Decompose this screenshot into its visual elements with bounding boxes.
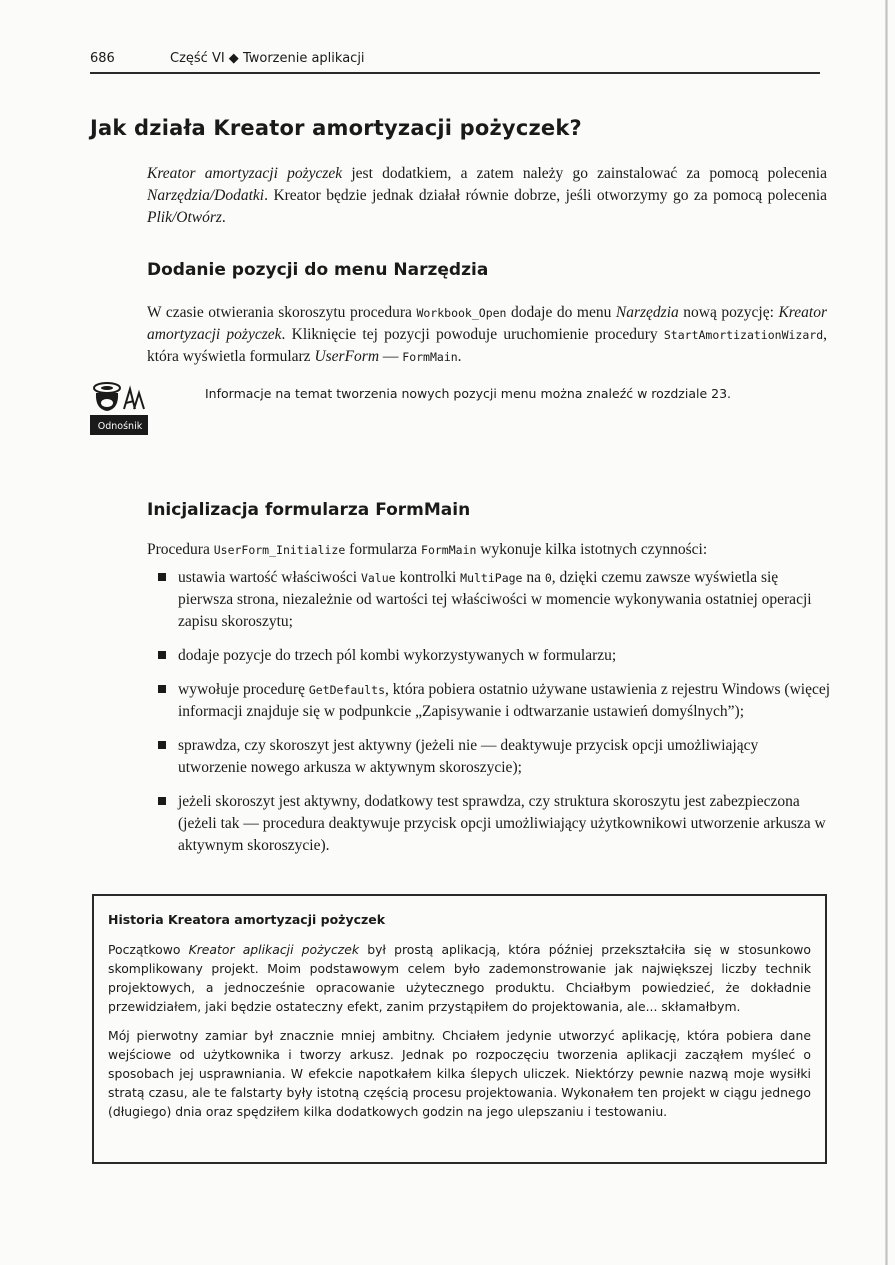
b1-code-1: Value (360, 571, 396, 585)
b2-text: dodaje pozycje do trzech pól kombi wykorzystywanych w formularzu; (178, 647, 617, 664)
s1-code-3: FormMain (402, 350, 458, 364)
s1-italic-2: Kreator amortyzacji pożyczek (147, 304, 827, 343)
intro-text-4: . Kreator będzie jednak działał równie dobrze, jeśli otworzymy go za pomocą polecenia (264, 187, 827, 204)
s2-text-1: Procedura (147, 541, 214, 558)
b1-text-1: ustawia wartość właściwości (178, 569, 361, 586)
running-title: Część VI ◆ Tworzenie aplikacji (170, 51, 365, 66)
scan-edge (885, 0, 888, 1265)
bullet-square (158, 741, 166, 749)
page-number: 686 (90, 51, 115, 66)
b3-code-1: GetDefaults (308, 683, 386, 697)
intro-text-6: . (221, 209, 226, 226)
s1-text-3: nową pozycję: (678, 304, 779, 321)
b5-text: jeżeli skoroszyt jest aktywny, dodatkowy test sprawdza, czy struktura skoroszytu jest zabezpieczona (jeżeli tak — procedura deaktywuje przycisk opcji umożliwiający użytkownikowi utworzenie arkusza w aktywnym skoroszycie). (178, 793, 826, 854)
list-item (178, 679, 830, 723)
reference-note-text: Informacje na temat tworzenia nowych pozycji menu można znaleźć w rozdziale 23. (205, 386, 732, 401)
s1-text-7: . (457, 348, 462, 365)
init-steps-list (178, 567, 830, 869)
bullet-square (158, 573, 166, 581)
list-item (178, 645, 830, 667)
reference-note-icon (90, 375, 148, 437)
s1-text-2: dodaje do menu (506, 304, 616, 321)
b3-text-1: wywołuje procedurę (178, 681, 309, 698)
section-heading-menu: Dodanie pozycji do menu Narzędzia (147, 260, 489, 280)
intro-italic-5: Plik/Otwórz (147, 209, 222, 226)
b3-text-2: , która pobiera ostatnio używane ustawienia z rejestru Windows (więcej informacji znajduje się w podpunkcie „Zapisywanie i odtwarzanie ustawień domyślnych”); (178, 681, 831, 720)
sidebar-paragraph-2: Mój pierwotny zamiar był znacznie mniej ambitny. Chciałem jedynie utworzyć aplikację, która pobiera dane wejściowe od użytkownika i tworzy arkusz. Jednak po rozpoczęciu tworzenia aplikacji zacząłem myśleć o sposobach jej usprawniania. W efekcie napotkałem kilka ślepych uliczek. Niektórzy pewnie nazwą moje wysiłki stratą czasu, ale te falstarty były istotną częścią procesu projektowania. Wykonałem ten projekt w ciągu jednego (długiego) dnia oraz spędziłem kilka dodatkowych godzin na jego ulepszaniu i testowaniu. (108, 1028, 811, 1119)
intro-italic-3: Narzędzia/Dodatki (147, 187, 265, 204)
s1-text-5: , która wyświetla formularz (147, 326, 827, 365)
b1-text-2: kontrolki (395, 569, 461, 586)
list-item (178, 735, 830, 779)
intro-text-2: jest dodatkiem, a zatem należy go zainstalować za pomocą polecenia (342, 165, 827, 182)
sb-p1-text-2: był prostą aplikacją, która później przekształciła się w stosunkowo skomplikowany projekt. Moim podstawowym celem było zademonstrowanie jak największej liczby technik projektowych, a jednocześnie opracowanie użytecznego produktu. Chciałbym powiedzieć, że dokładnie przewidziałem, jaki będzie ostateczny efekt, zanim przystąpiłem do projektowania, ale... skłamałbym. (108, 942, 811, 1014)
s2-code-1: UserForm_Initialize (213, 543, 346, 557)
b4-text: sprawdza, czy skoroszyt jest aktywny (jeżeli nie — deaktywuje przycisk opcji umożliwiający utworzenie nowego arkusza w aktywnym skoroszycie); (178, 737, 759, 776)
s2-text-2: formularza (345, 541, 422, 558)
s1-text-6: — (379, 348, 403, 365)
running-header (90, 48, 820, 72)
bullet-square (158, 685, 166, 693)
b1-code-2: MultiPage (460, 571, 523, 585)
b1-code-3: 0 (544, 571, 552, 585)
s2-code-2: FormMain (421, 543, 477, 557)
intro-italic-1: Kreator amortyzacji pożyczek (147, 165, 343, 182)
section-heading-init: Inicjalizacja formularza FormMain (147, 500, 471, 520)
s1-text-4: . Kliknięcie tej pozycji powoduje uruchomienie procedury (281, 326, 664, 343)
b1-text-3: na (522, 569, 545, 586)
reference-icon (90, 375, 148, 437)
sb-p1-text-1: Początkowo (108, 942, 189, 957)
s2-text-3: wykonuje kilka istotnych czynności: (476, 541, 708, 558)
header-rule (90, 72, 820, 74)
intro-paragraph (147, 163, 827, 229)
section1-paragraph (147, 302, 827, 368)
sidebar-title: Historia Kreatora amortyzacji pożyczek (108, 912, 386, 927)
page-title: Jak działa Kreator amortyzacji pożyczek? (90, 116, 582, 140)
sb-p1-italic: Kreator aplikacji pożyczek (188, 942, 360, 957)
section2-intro (147, 539, 827, 561)
s1-code-2: StartAmortizationWizard (663, 328, 824, 342)
sidebar-paragraph-1 (108, 940, 811, 1016)
bullet-square (158, 651, 166, 659)
note-icon-label: Odnośnik (97, 421, 143, 432)
s1-italic-3: UserForm (314, 348, 380, 365)
b1-text-4: , dzięki czemu zawsze wyświetla się pierwsza strona, niezależnie od wartości tej właściwości w momencie wykonywania ostatniej operacji zapisu skoroszytu; (178, 569, 812, 630)
s1-italic-1: Narzędzia (615, 304, 679, 321)
bullet-square (158, 797, 166, 805)
s1-code-1: Workbook_Open (416, 306, 507, 320)
s1-text-1: W czasie otwierania skoroszytu procedura (147, 304, 417, 321)
list-item (178, 567, 830, 633)
list-item (178, 791, 830, 857)
history-sidebar (92, 894, 827, 1164)
